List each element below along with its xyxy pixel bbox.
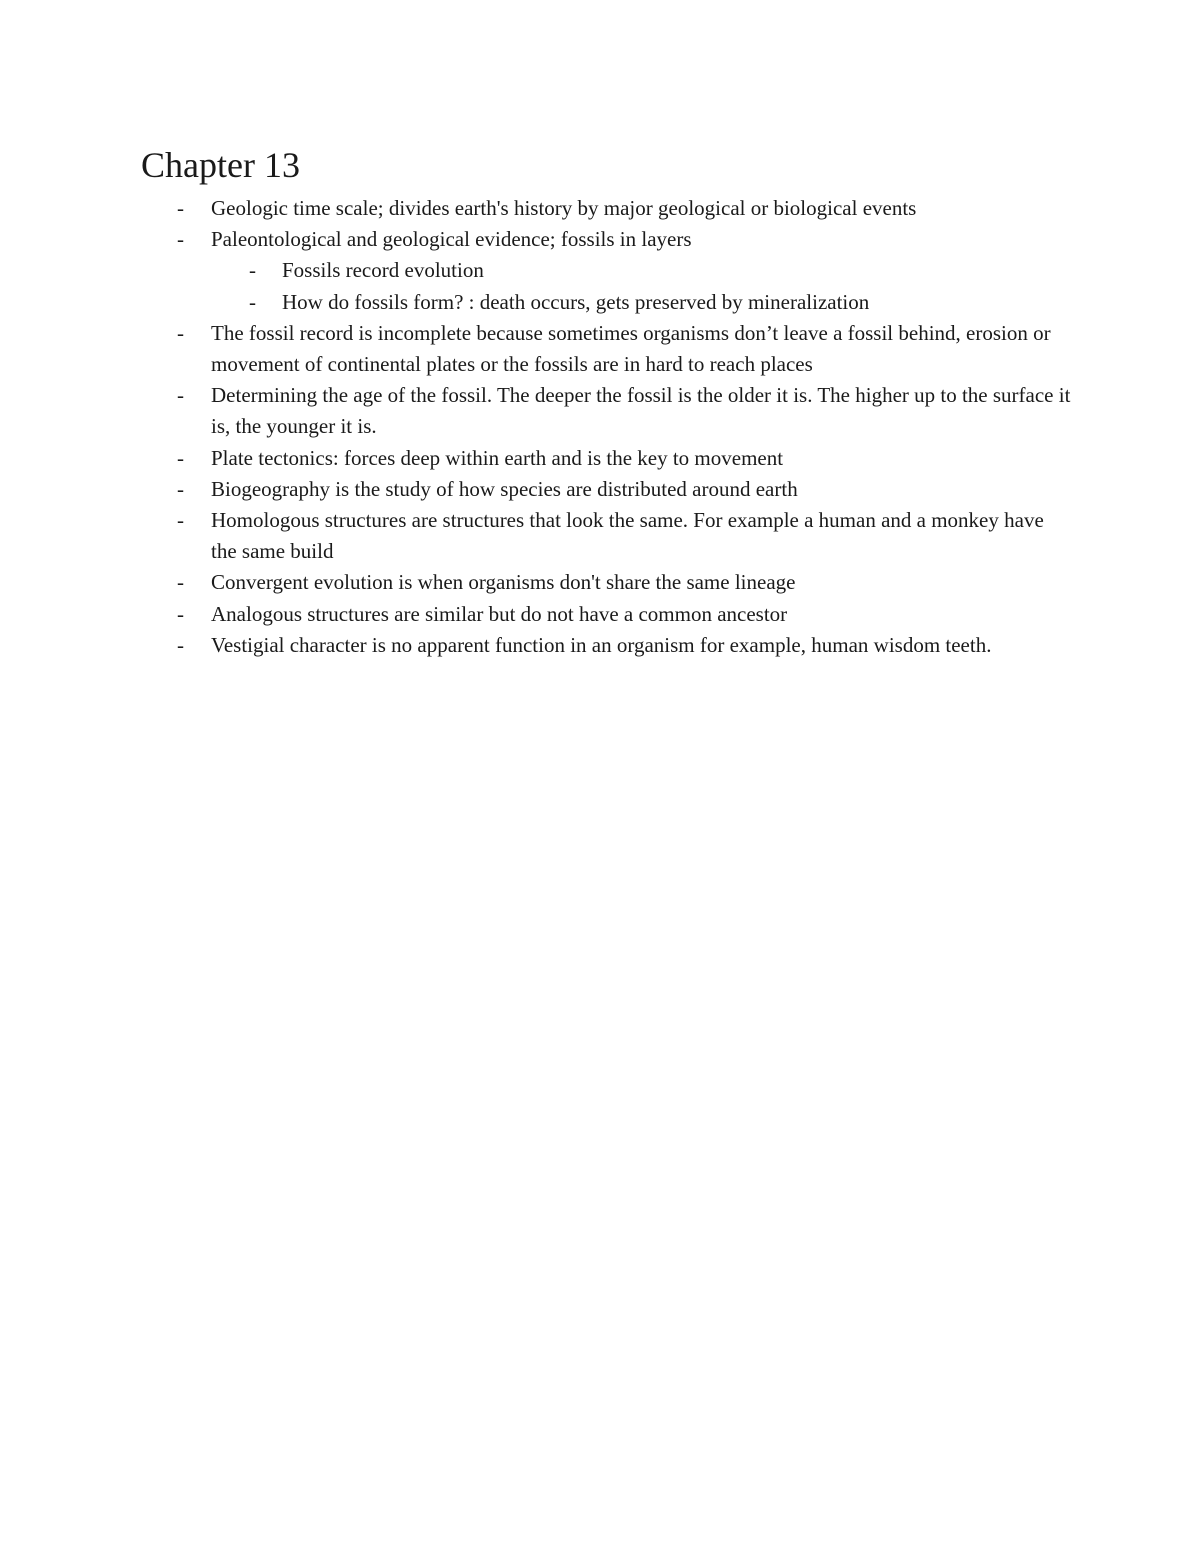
list-item-text: Vestigial character is no apparent function in an organism for example, human wisdom teeth.: [211, 632, 992, 657]
list-item-text: Analogous structures are similar but do not have a common ancestor: [211, 601, 788, 626]
list-item-text: Geologic time scale; divides earth's history by major geological or biological events: [211, 196, 917, 220]
list-item-text: Plate tectonics: forces deep within earth and is the key to movement: [211, 445, 784, 470]
list-item-text: Homologous structures are structures that look the same. For example a human and a monkey have the same build: [211, 508, 1044, 564]
list-item: [0, 630, 1071, 661]
bullet-dash: -: [177, 196, 184, 220]
list-item: [0, 380, 1071, 442]
bullet-dash: -: [177, 508, 184, 533]
list-item: [0, 224, 1071, 255]
list-item-text: Convergent evolution is when organisms don't share the same lineage: [211, 570, 796, 595]
list-item: [0, 505, 1071, 567]
list-subitem-text: How do fossils form? : death occurs, gets preserved by mineralization: [282, 289, 870, 314]
list-item-text: The fossil record is incomplete because sometimes organisms don’t leave a fossil behind, erosion or movement of continental plates or the fossils are in hard to reach places: [211, 320, 1051, 377]
bullet-dash: -: [177, 601, 184, 626]
page-title: Chapter 13: [141, 145, 300, 185]
bullet-dash: -: [177, 383, 184, 408]
list-item: [0, 599, 1071, 630]
list-subitem-text: Fossils record evolution: [282, 258, 484, 283]
list-item: [0, 443, 1071, 474]
list-item-text: Paleontological and geological evidence; fossils in layers: [211, 227, 692, 252]
bullet-dash: -: [249, 258, 256, 283]
bullet-dash: -: [177, 227, 184, 252]
list-subitem: [0, 287, 1082, 318]
list-item: [0, 567, 1071, 598]
bullet-dash: -: [177, 570, 184, 595]
list-item-text: Determining the age of the fossil. The deeper the fossil is the older it is. The higher up to the surface it is, the younger it is.: [211, 383, 1071, 439]
list-subitem: [0, 255, 1082, 286]
bullet-dash: -: [177, 476, 184, 501]
bullet-dash: -: [177, 445, 184, 470]
list-item: [0, 193, 1071, 224]
bullet-dash: -: [177, 632, 184, 657]
list-item: [0, 474, 1071, 505]
list-item: [0, 318, 1071, 380]
bullet-dash: -: [249, 289, 256, 314]
list-item-text: Biogeography is the study of how species are distributed around earth: [211, 476, 798, 501]
notes-list: [0, 193, 1200, 661]
bullet-dash: -: [177, 320, 184, 345]
